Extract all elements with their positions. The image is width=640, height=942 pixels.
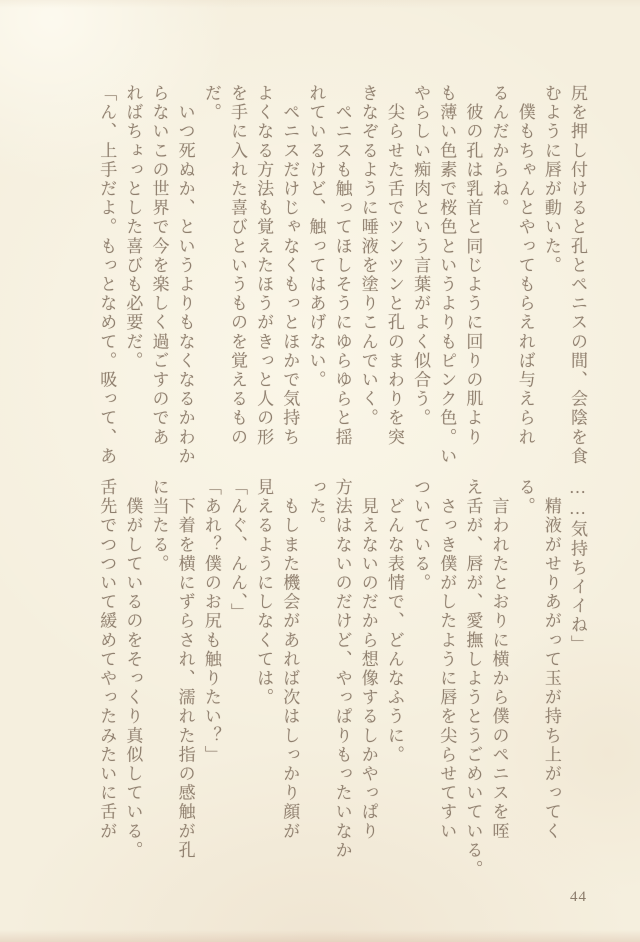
text-line: 尖らせた舌でツンツンと孔のまわりを突: [384, 84, 404, 447]
text-line: 「あれ？僕のお尻も触りたい？」: [201, 478, 221, 765]
text-line: 見えるようにしなくては。: [254, 478, 274, 708]
lower-text-block: [93, 478, 590, 884]
text-line: ペニスだけじゃなくもっとほかで気持ち: [280, 84, 300, 447]
text-line: 「ん、上手だよ。もっとなめて。吸って、あ: [97, 84, 117, 466]
text-line: 彼の孔は乳首と同じように回りの肌より: [463, 84, 483, 447]
text-line: 僕がしているのをそっくり真似している。: [123, 478, 143, 860]
text-line: 下着を横にずらされ、濡れた指の感触が孔: [175, 478, 195, 860]
text-line: ……気持ちイイね」: [568, 478, 587, 654]
text-line: ついている。: [411, 478, 431, 593]
text-line: 舌先でつついて緩めてやったみたいに舌が: [97, 478, 117, 841]
text-line: いつ死ぬか、というよりもなくなるかわか: [175, 84, 195, 466]
text-line: さっき僕がしたように唇を尖らせてすい: [437, 478, 457, 841]
text-line: 尻を押し付けると孔とペニスの間、会陰を食: [568, 84, 587, 466]
text-line: よくなる方法も覚えたほうがきっと人の形: [254, 84, 274, 447]
text-line: る。: [515, 478, 535, 517]
scan-edge-bottom: [0, 930, 640, 942]
text-line: ればちょっとした喜びも必要だ。: [123, 84, 143, 371]
text-line: やらしい痴肉という言葉がよく似合う。: [411, 84, 431, 428]
text-line: むように唇が動いた。: [541, 84, 561, 275]
text-line: きなぞるように唾液を塗りこんでいく。: [358, 84, 378, 428]
text-line: るんだからね。: [489, 84, 509, 218]
text-line: もしまた機会があれば次はしっかり顔が: [280, 478, 300, 841]
text-line: え舌が、唇が、愛撫しようとうごめいている。: [463, 478, 483, 880]
text-line: 言われたとおりに横から僕のペニスを咥: [489, 478, 509, 841]
text-line: 「んぐ、んん、」: [227, 478, 247, 623]
text-line: った。: [306, 478, 326, 536]
text-line: を手に入れた喜びというものを覚えるもの: [227, 84, 247, 447]
text-line: どんな表情で、どんなふうに。: [384, 478, 404, 765]
text-line: 僕もちゃんとやってもらえれば与えられ: [515, 84, 535, 447]
upper-text-block: [93, 84, 590, 472]
text-line: も薄い色素で桜色というよりもピンク色。い: [437, 84, 457, 466]
text-line: 方法はないのだけど、やっぱりもったいなか: [332, 478, 352, 860]
text-line: ペニスも触ってほしそうにゆらゆらと揺: [332, 84, 352, 447]
text-line: 見えないのだから想像するしかやっぱり: [358, 478, 378, 841]
text-line: れているけど、触ってはあげない。: [306, 84, 326, 390]
page-number: 44: [570, 889, 587, 905]
text-line: らないこの世界で今を楽しく過ごすのであ: [149, 84, 169, 447]
text-line: 精液がせりあがって玉が持ち上がってく: [541, 478, 561, 841]
text-line: に当たる。: [149, 478, 169, 574]
text-line: だ。: [201, 84, 221, 123]
scan-edge-top: [0, 0, 640, 8]
